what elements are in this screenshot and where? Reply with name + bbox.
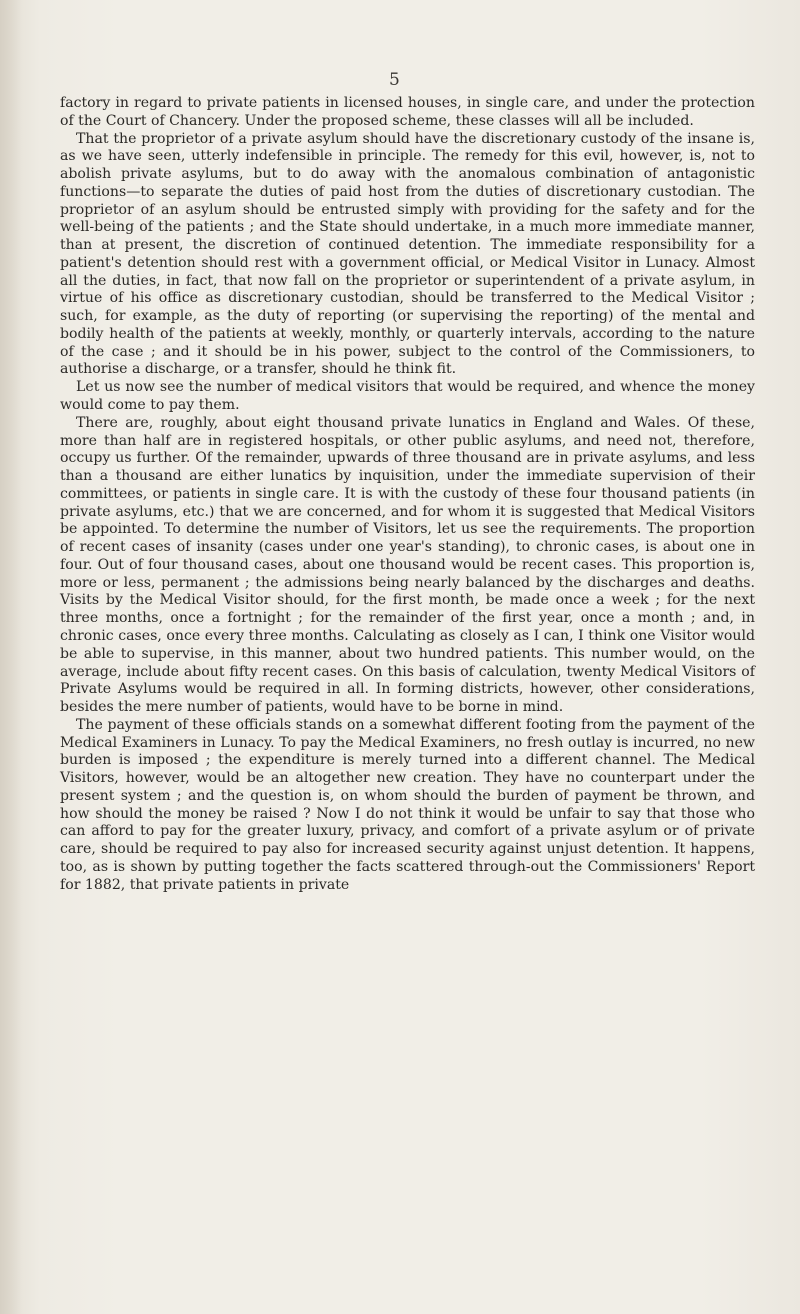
paragraph-4: There are, roughly, about eight thousand private lunatics in England and Wales. Of these, more than half are in registered hospitals, or other public asylums, and need not, therefore, occupy us further. Of the remainder, upwards of three thousand are in private asylums, and less than a thousand are either lunatics by inquisition, under the immediate supervision of their committees, or patients in single care. It is with the custody of these four thousand patients (in private asylums, etc.) that we are concerned, and for whom it is suggested that Medical Visitors be appointed. To determine the number of Visitors, let us see the requirements. The proportion of recent cases of insanity (cases under one year's standing), to chronic cases, is about one in four. Out of four thousand cases, about one thousand would be recent cases. This proportion is, more or less, permanent ; the admissions being nearly balanced by the discharges and deaths. Visits by the Medical Visitor should, for the first month, be made once a week ; for the next three months, once a fortnight ; for the remainder of the first year, once a month ; and, in chronic cases, once every three months. Calculating as closely as I can, I think one Visitor would be able to supervise, in this manner, about two hundred patients. This number would, on the average, include about fifty recent cases. On this basis of calculation, twenty Medical Visitors of Private Asylums would be required in all. In forming districts, however, other considerations, besides the mere number of patients, would have to be borne in mind. [60,414,755,716]
paragraph-5: The payment of these officials stands on a somewhat different footing from the payment of the Medical Examiners in Lunacy. To pay the Medical Examiners, no fresh outlay is incurred, no new burden is imposed ; the expenditure is merely turned into a different channel. The Medical Visitors, however, would be an altogether new creation. They have no counterpart under the present system ; and the question is, on whom should the burden of payment be thrown, and how should the money be raised ? Now I do not think it would be unfair to say that those who can afford to pay for the greater luxury, privacy, and comfort of a private asylum or of private care, should be required to pay also for increased security against unjust detention. It happens, too, as is shown by putting together the facts scattered through-out the Commissioners' Report for 1882, that private patients in private [60,716,755,893]
paragraph-1: factory in regard to private patients in licensed houses, in single care, and under the protection of the Court of Chancery. Under the proposed scheme, these classes will all be included. [60,95,755,129]
paragraph-3: Let us now see the number of medical visitors that would be required, and whence the money would come to pay them. [60,379,755,414]
paragraph-2: That the proprietor of a private asylum should have the discretionary custody of the insane is, as we have seen, utterly indefensible in principle. The remedy for this evil, however, is, not to abolish private asylums, but to do away with the anomalous combination of antagonistic functions—to separate the duties of paid host from the duties of discretionary custodian. The proprietor of an asylum should be entrusted simply with providing for the safety and for the well-being of the patients ; and the State should undertake, in a much more immediate manner, than at present, the discretion of continued detention. The immediate responsibility for a patient's detention should rest with a government official, or Medical Visitor in Lunacy. Almost all the duties, in fact, that now fall on the proprietor or superintendent of a private asylum, in virtue of his office as discretionary custodian, should be transferred to the Medical Visitor ; such, for example, as the duty of reporting (or supervising the reporting) of the mental and bodily health of the patients at weekly, monthly, or quarterly intervals, according to the nature of the case ; and it should be in his power, subject to the control of the Commissioners, to authorise a discharge, or a transfer, should he think fit. [60,130,755,378]
page-number: 5 [389,70,400,90]
document-body [60,95,755,894]
